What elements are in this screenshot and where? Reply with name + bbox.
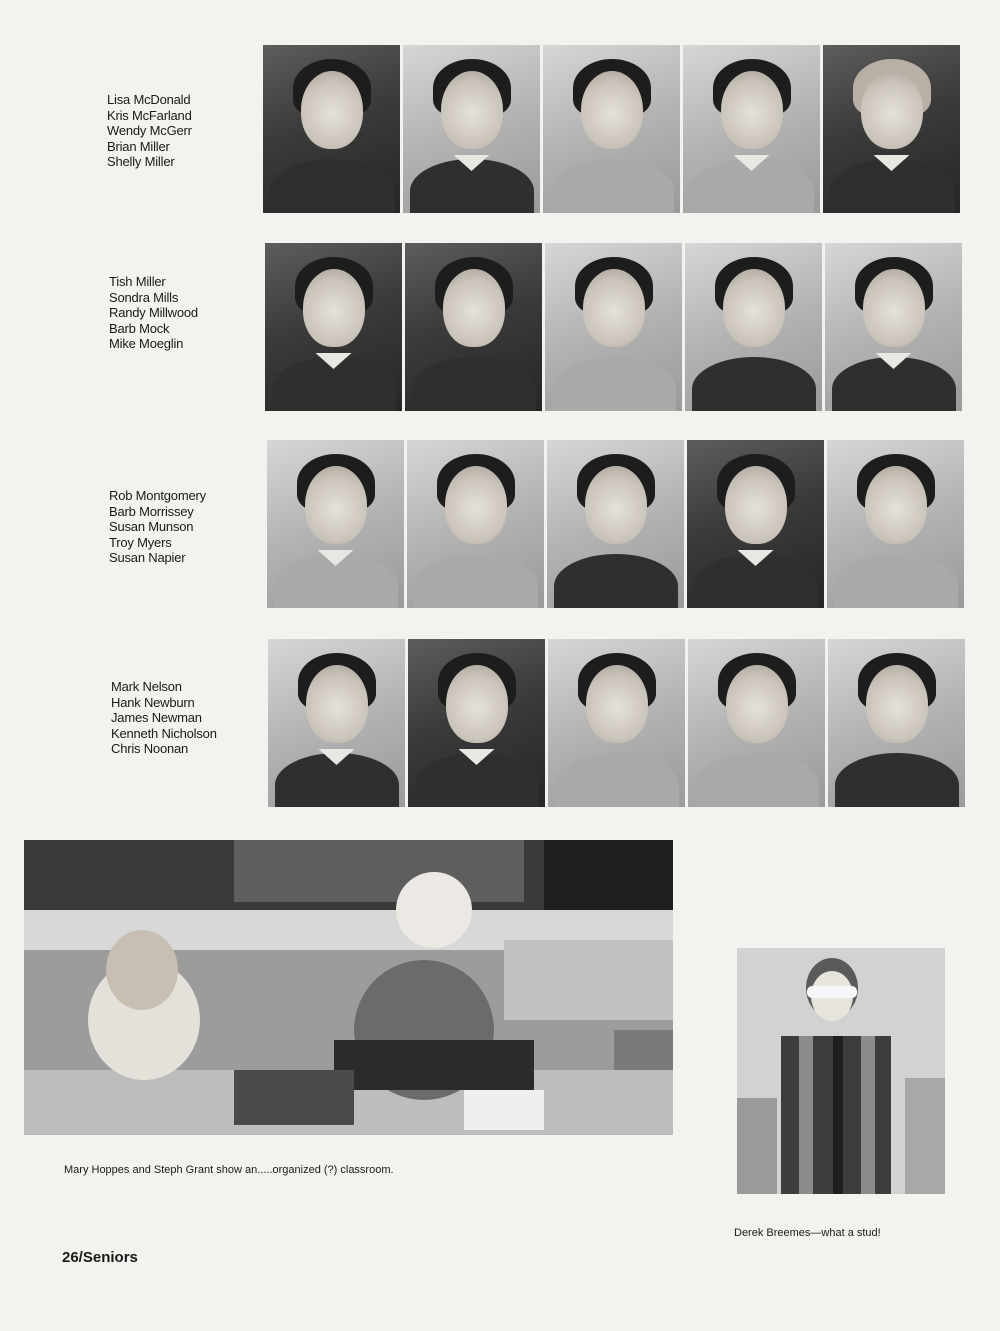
portrait-photo <box>547 440 684 608</box>
page-folio: 26/Seniors <box>62 1249 138 1266</box>
portrait-row-1 <box>263 45 960 213</box>
student-name: Barb Morrissey <box>109 503 194 519</box>
portrait-photo <box>543 45 680 213</box>
student-name: Mike Moeglin <box>109 336 184 352</box>
portrait-photo <box>548 639 685 807</box>
portrait-photo <box>685 243 822 411</box>
classroom-candid-photo <box>24 840 673 1135</box>
student-name: Sondra Mills <box>109 289 179 305</box>
student-name: Randy Millwood <box>109 305 198 321</box>
student-name: Susan Napier <box>109 550 186 566</box>
student-name: Tish Miller <box>109 274 166 289</box>
name-list-row-3 <box>109 488 206 566</box>
portrait-photo <box>403 45 540 213</box>
name-list-row-1 <box>107 92 192 170</box>
classroom-scene <box>24 840 673 1135</box>
student-name: Kenneth Nicholson <box>111 725 217 741</box>
student-name: Barb Mock <box>109 320 170 336</box>
portrait-photo <box>545 243 682 411</box>
portrait-photo <box>263 45 400 213</box>
portrait-photo <box>825 243 962 411</box>
portrait-photo <box>828 639 965 807</box>
student-name: Brian Miller <box>107 138 170 154</box>
student-name: Rob Montgomery <box>109 488 206 503</box>
candid-caption: Mary Hoppes and Steph Grant show an.....organized (?) classroom. <box>64 1164 394 1176</box>
student-name: Hank Newburn <box>111 694 195 710</box>
student-standing-scene <box>737 948 945 1194</box>
student-name: Shelly Miller <box>107 154 175 170</box>
portrait-photo <box>267 440 404 608</box>
portrait-row-4 <box>268 639 965 807</box>
name-list-row-4 <box>111 679 217 757</box>
portrait-photo <box>408 639 545 807</box>
portrait-photo <box>268 639 405 807</box>
portrait-photo <box>687 440 824 608</box>
portrait-photo <box>407 440 544 608</box>
portrait-photo <box>823 45 960 213</box>
student-name: Kris McFarland <box>107 107 192 123</box>
student-name: Chris Noonan <box>111 741 189 757</box>
portrait-photo <box>688 639 825 807</box>
portrait-row-3 <box>267 440 964 608</box>
portrait-row-2 <box>265 243 962 411</box>
student-name: Wendy McGerr <box>107 123 192 139</box>
student-name: Lisa McDonald <box>107 92 191 107</box>
portrait-photo <box>265 243 402 411</box>
portrait-photo <box>683 45 820 213</box>
student-name: James Newman <box>111 710 202 726</box>
portrait-photo <box>405 243 542 411</box>
portrait-photo <box>827 440 964 608</box>
student-name: Susan Munson <box>109 519 194 535</box>
student-name: Mark Nelson <box>111 679 182 694</box>
derek-caption: Derek Breemes—what a stud! <box>734 1227 881 1239</box>
student-name: Troy Myers <box>109 534 172 550</box>
name-list-row-2 <box>109 274 198 352</box>
derek-photo <box>737 948 945 1194</box>
